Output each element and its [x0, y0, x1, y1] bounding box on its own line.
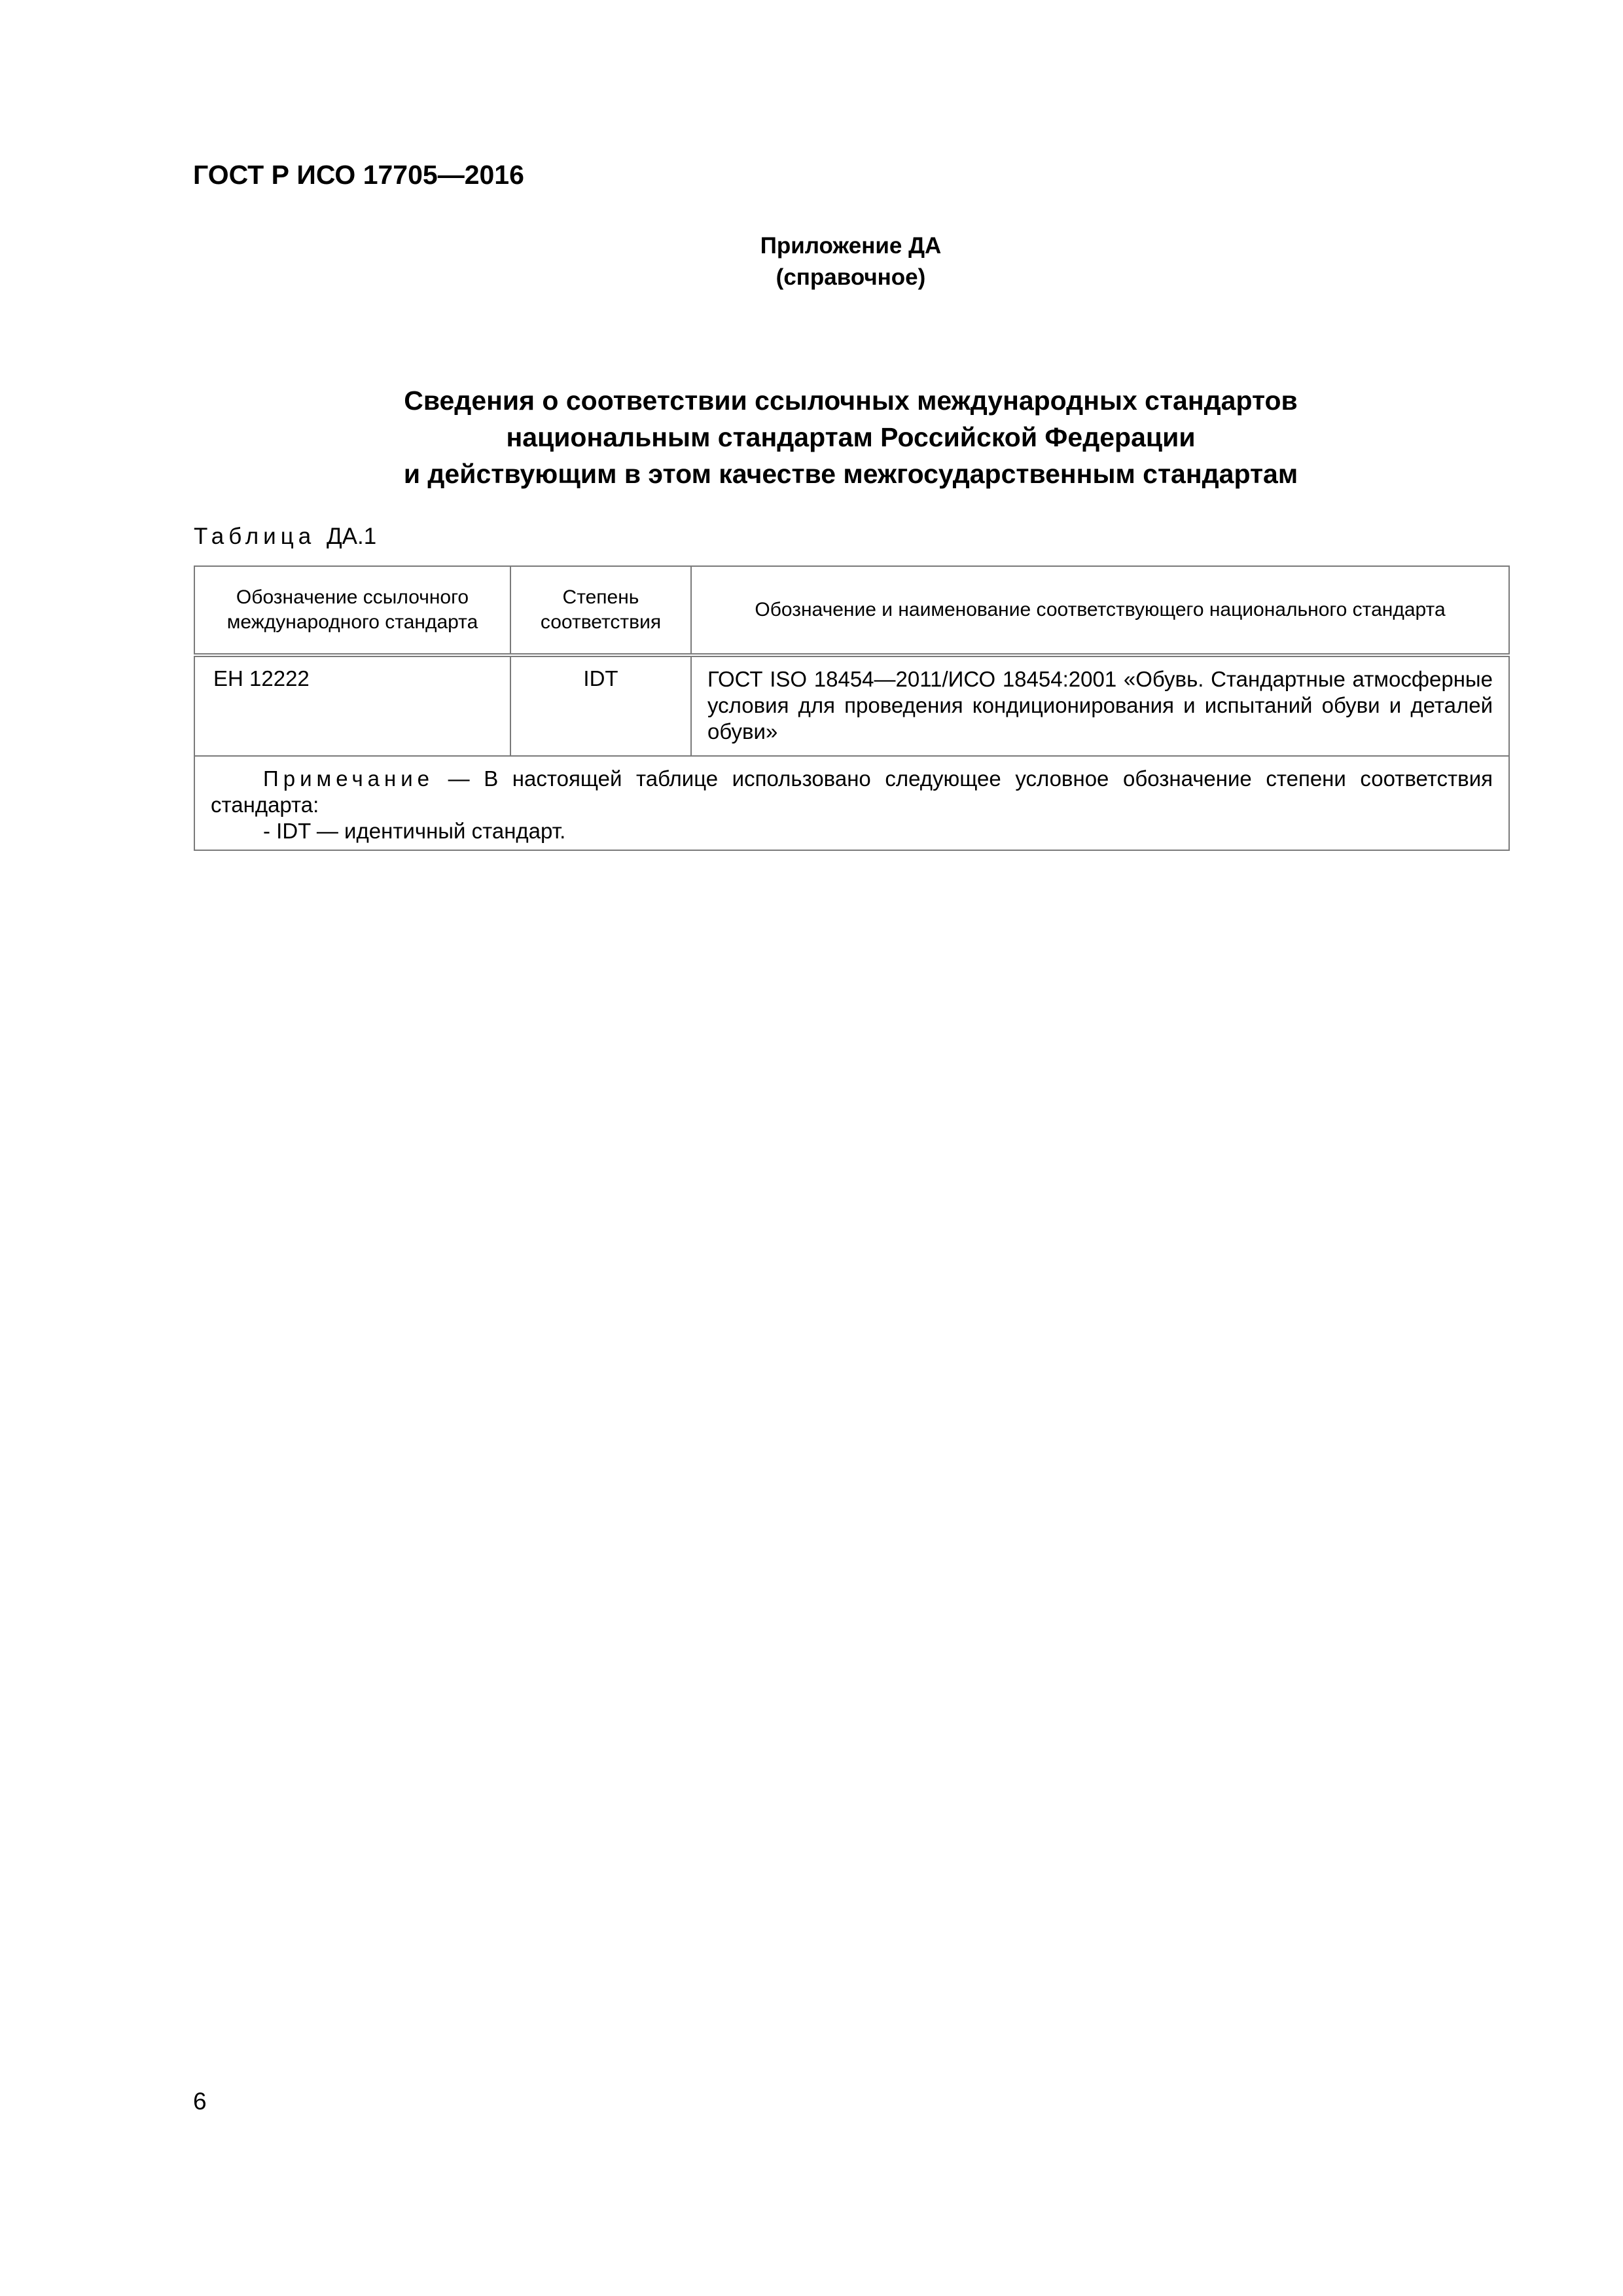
cell-national-standard: ГОСТ ISO 18454—2011/ИСО 18454:2001 «Обувь. Стандартные атмосферные условия для проведения кондиционирования и испытаний обуви и деталей обуви» [691, 655, 1509, 756]
header-national-standard: Обозначение и наименование соответствующего национального стандарта [691, 566, 1509, 655]
section-title-line-2: национальным стандартам Российской Федерации [506, 422, 1196, 452]
document-code: ГОСТ Р ИСО 17705—2016 [193, 160, 524, 190]
correspondence-table [194, 565, 1510, 851]
note-body: — В настоящей таблице использовано следующее условное обозначение степени соответствия стандарта: [211, 766, 1493, 817]
header-degree: Степень соответствия [510, 566, 691, 655]
cell-degree: IDT [510, 655, 691, 756]
section-title-line-3: и действующим в этом качестве межгосударственным стандартам [403, 459, 1298, 489]
note-label: Примечание [263, 766, 435, 791]
page-number: 6 [193, 2088, 207, 2115]
section-title-line-1: Сведения о соответствии ссылочных международных стандартов [404, 386, 1298, 416]
table-caption-word: Таблица [194, 524, 316, 549]
annex-heading [654, 230, 1047, 293]
annex-title: Приложение ДА [760, 233, 942, 259]
note-text [211, 766, 1493, 818]
table-caption-number: ДА.1 [326, 524, 377, 549]
table-header-row [194, 566, 1509, 655]
annex-type: (справочное) [776, 264, 926, 290]
cell-reference-standard: ЕН 12222 [194, 655, 510, 756]
table-caption [194, 524, 376, 550]
table-row [194, 655, 1509, 756]
table-note-row [194, 756, 1509, 850]
note-item: - IDT — идентичный стандарт. [263, 819, 566, 843]
section-title [193, 382, 1508, 492]
header-reference-standard: Обозначение ссылочного международного стандарта [194, 566, 510, 655]
table-note [194, 756, 1509, 850]
